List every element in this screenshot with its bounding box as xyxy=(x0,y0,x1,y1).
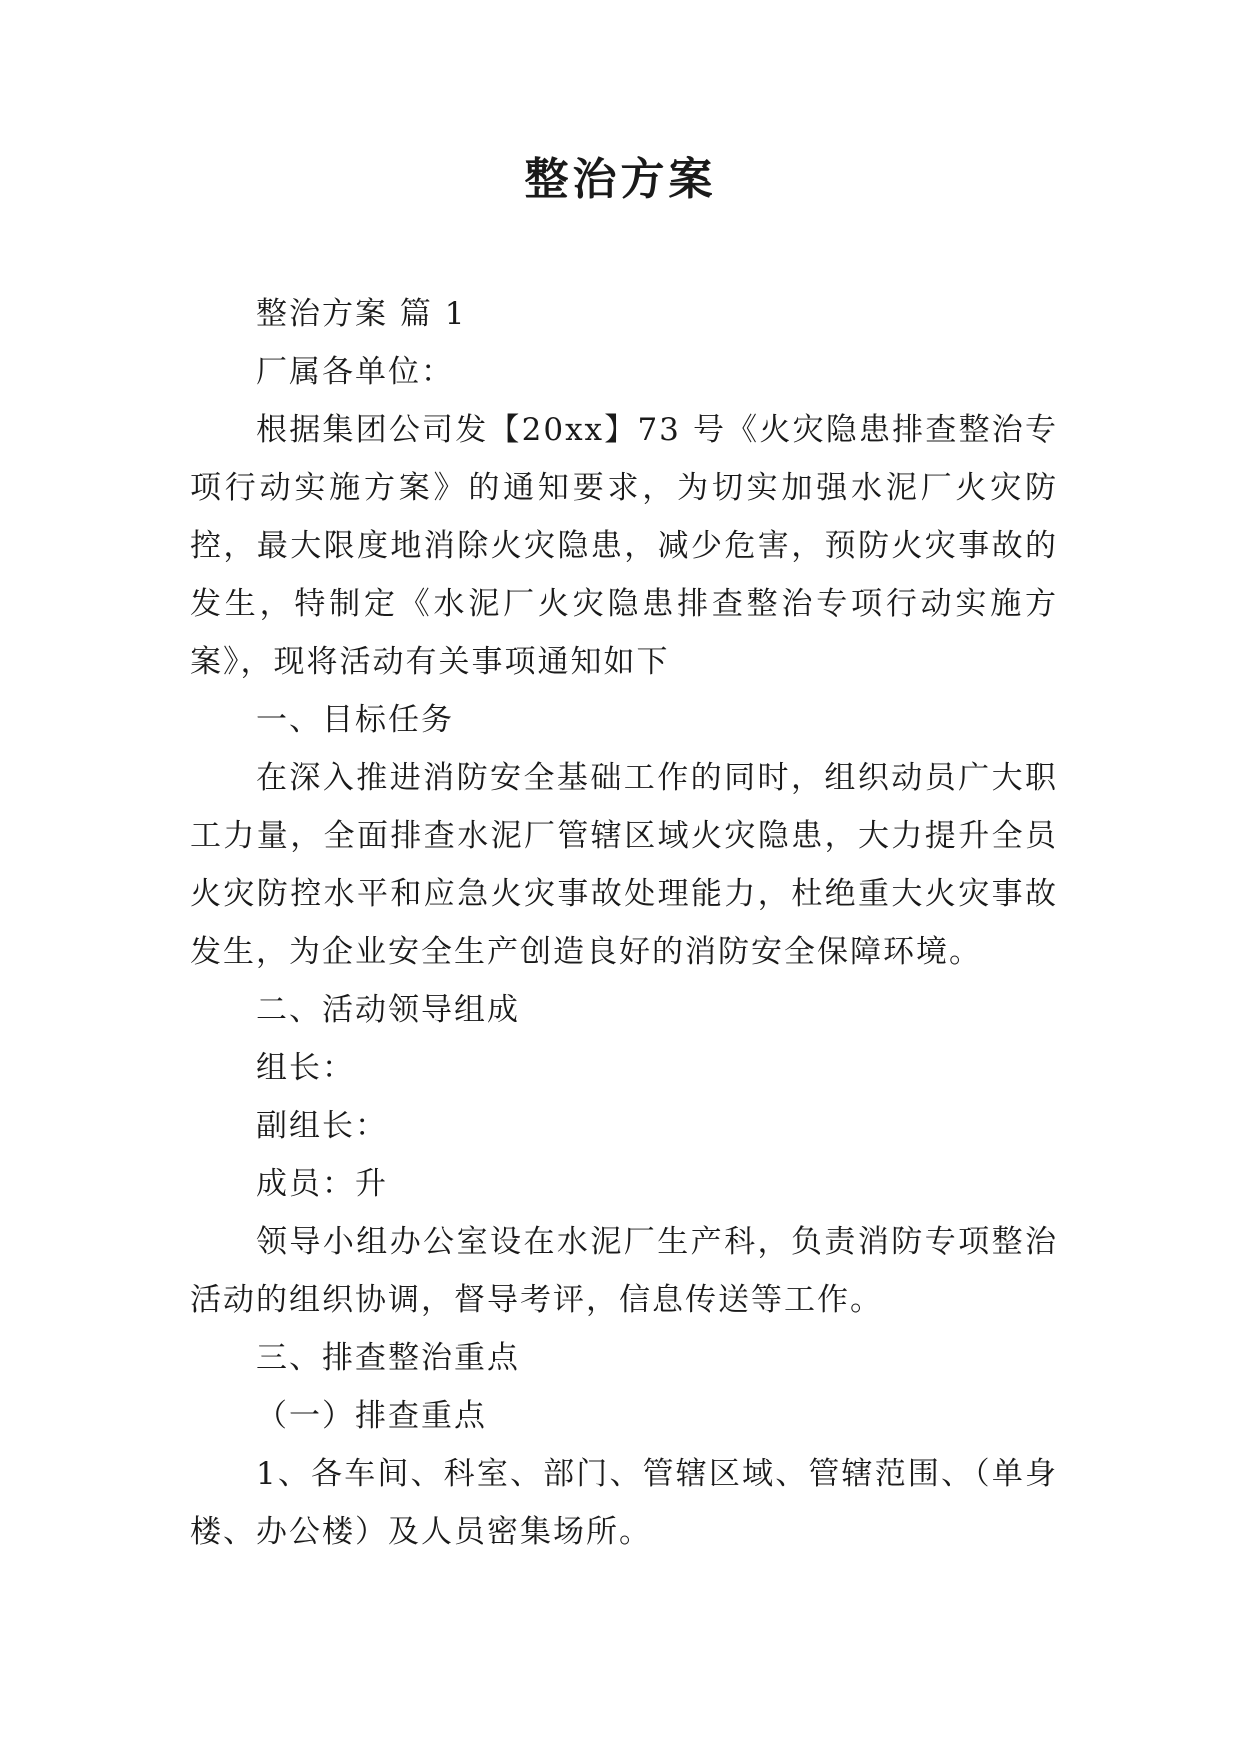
paragraph-goals: 在深入推进消防安全基础工作的同时，组织动员广大职工力量，全面排查水泥厂管辖区域火灾隐患，大力提升全员火灾防控水平和应急火灾事故处理能力，杜绝重大火灾事故发生，为企业安全生产创造良好的消防安全保障环境。 xyxy=(190,760,1058,970)
paragraph-heading-focus: 三、排查整治重点 xyxy=(256,1340,520,1376)
paragraph-members: 成员：升 xyxy=(256,1166,388,1202)
paragraph-office: 领导小组办公室设在水泥厂生产科，负责消防专项整治活动的组织协调，督导考评，信息传送等工作。 xyxy=(190,1224,1058,1318)
paragraph-group-leader: 组长： xyxy=(256,1050,355,1086)
paragraph-intro: 根据集团公司发【20xx】73 号《火灾隐患排查整治专项行动实施方案》的通知要求，为切实加强水泥厂火灾防控，最大限度地消除火灾隐患，减少危害，预防火灾事故的发生，特制定《水泥厂火灾隐患排查整治专项行动实施方案》，现将活动有关事项通知如下 xyxy=(190,412,1058,680)
paragraph-item-1: 1、各车间、科室、部门、管辖区域、管辖范围、（单身楼、办公楼）及人员密集场所。 xyxy=(190,1456,1058,1550)
paragraph-salutation: 厂属各单位： xyxy=(256,354,454,390)
paragraph-section-heading: 整治方案 篇 1 xyxy=(256,296,467,332)
paragraph-heading-goals: 一、目标任务 xyxy=(256,702,454,738)
paragraph-heading-leadership: 二、活动领导组成 xyxy=(256,992,520,1028)
document-title: 整治方案 xyxy=(524,154,717,205)
paragraph-deputy-leader: 副组长： xyxy=(256,1108,388,1144)
document-body xyxy=(190,285,1058,1561)
paragraph-subheading-inspection: （一）排查重点 xyxy=(256,1398,487,1434)
